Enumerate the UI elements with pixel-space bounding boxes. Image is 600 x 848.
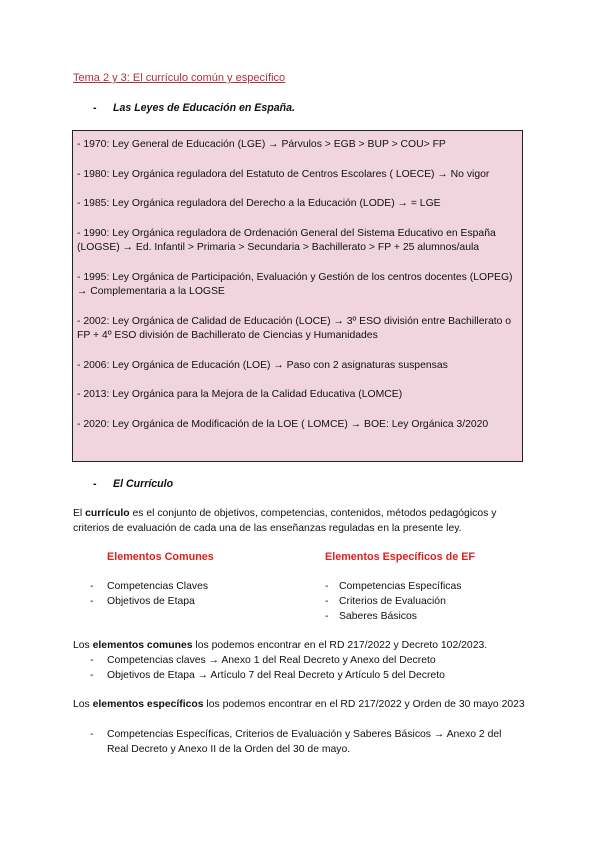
- bullet-dash: -: [93, 102, 97, 114]
- comunes-references-list: [90, 653, 445, 683]
- law-1990: - 1990: Ley Orgánica reguladora de Ordenación General del Sistema Educativo en España (LOGSE) → Ed. Infantil > Primaria > Secundaria > Bachillerato > FP + 25 alumnos/aula: [77, 227, 496, 253]
- list-item: - Competencias Específicas, Criterios de Evaluación y Saberes Básicos → Anexo 2 del Real Decreto y Anexo II de la Orden del 30 de mayo.: [90, 727, 525, 757]
- law-1985: - 1985: Ley Orgánica reguladora del Derecho a la Educación (LODE) → = LGE: [77, 198, 441, 209]
- list-item: - Objetivos de Etapa: [90, 596, 195, 607]
- definition-post: es el conjunto de objetivos, competencias, contenidos, métodos pedagógicos y criterios de evaluación de cada una de las enseñanzas reguladas en la presente ley.: [73, 508, 497, 534]
- list-item-text: Competencias claves → Anexo 1 del Real Decreto y Anexo del Decreto: [107, 655, 436, 666]
- list-item-text: Criterios de Evaluación: [339, 596, 446, 607]
- law-1970: - 1970: Ley General de Educación (LGE) → Párvulos > EGB > BUP > COU> FP: [77, 139, 446, 150]
- list-item-text: Saberes Básicos: [339, 611, 417, 622]
- comunes-pre: Los: [73, 640, 93, 651]
- list-item: - Saberes Básicos: [325, 611, 417, 622]
- list-item-text: Competencias Claves: [107, 581, 209, 592]
- especificos-post: los podemos encontrar en el RD 217/2022 y Orden de 30 mayo 2023: [203, 699, 525, 710]
- list-item: - Objetivos de Etapa → Artículo 7 del Real Decreto y Artículo 5 del Decreto: [90, 670, 445, 681]
- especificos-pre: Los: [73, 699, 93, 710]
- comunes-bold: elementos comunes: [92, 640, 193, 651]
- especificos-paragraph: [73, 697, 528, 712]
- definition-pre: El: [73, 508, 86, 519]
- curriculo-heading-text: El Currículo: [113, 478, 174, 490]
- page-title: Tema 2 y 3: El currículo común y específico: [73, 72, 286, 84]
- especificos-bold: elementos específicos: [92, 699, 204, 710]
- especificos-list: [325, 579, 461, 624]
- laws-heading: [93, 102, 295, 114]
- comunes-post: los podemos encontrar en el RD 217/2022 y Decreto 102/2023.: [192, 640, 488, 651]
- list-item-text: Objetivos de Etapa → Artículo 7 del Real Decreto y Artículo 5 del Decreto: [107, 670, 445, 681]
- curriculo-definition: [73, 506, 533, 536]
- list-item: - Competencias Claves: [90, 581, 209, 592]
- law-1980: - 1980: Ley Orgánica reguladora del Estatuto de Centros Escolares ( LOECE) → No vigor: [77, 168, 490, 180]
- laws-heading-text: Las Leyes de Educación en España.: [113, 102, 295, 114]
- comunes-list: [90, 579, 208, 609]
- list-item: - Criterios de Evaluación: [325, 596, 446, 607]
- law-2020: - 2020: Ley Orgánica de Modificación de la LOE ( LOMCE) → BOE: Ley Orgánica 3/2020: [77, 418, 489, 430]
- laws-box: [72, 130, 523, 462]
- list-item-text: Competencias Específicas: [339, 581, 462, 592]
- law-2006: - 2006: Ley Orgánica de Educación (LOE) → Paso con 2 asignaturas suspensas: [77, 359, 448, 371]
- law-2013: - 2013: Ley Orgánica para la Mejora de la Calidad Educativa (LOMCE): [77, 389, 403, 400]
- list-item-text: Objetivos de Etapa: [107, 596, 195, 607]
- law-2002: - 2002: Ley Orgánica de Calidad de Educación (LOCE) → 3º ESO división entre Bachillerato o FP + 4º ESO división de Bachillerato de Ciencias y Humanidades: [77, 315, 512, 341]
- list-item-text: Competencias Específicas, Criterios de Evaluación y Saberes Básicos → Anexo 2 del Real Decreto y Anexo II de la Orden del 30 de mayo.: [107, 729, 502, 755]
- curriculo-heading: [93, 478, 173, 490]
- comunes-column-heading: Elementos Comunes: [107, 551, 214, 563]
- bullet-dash: -: [93, 478, 97, 490]
- especificos-references-list: [90, 727, 525, 757]
- list-item: - Competencias Específicas: [325, 581, 462, 592]
- especificos-column-heading: Elementos Específicos de EF: [325, 551, 476, 563]
- definition-bold: currículo: [85, 508, 130, 519]
- comunes-paragraph: [73, 638, 533, 653]
- law-1995: - 1995: Ley Orgánica de Participación, Evaluación y Gestión de los centros docentes (LOPEG) → Complementaria a la LOGSE: [77, 271, 513, 297]
- list-item: - Competencias claves → Anexo 1 del Real Decreto y Anexo del Decreto: [90, 655, 436, 666]
